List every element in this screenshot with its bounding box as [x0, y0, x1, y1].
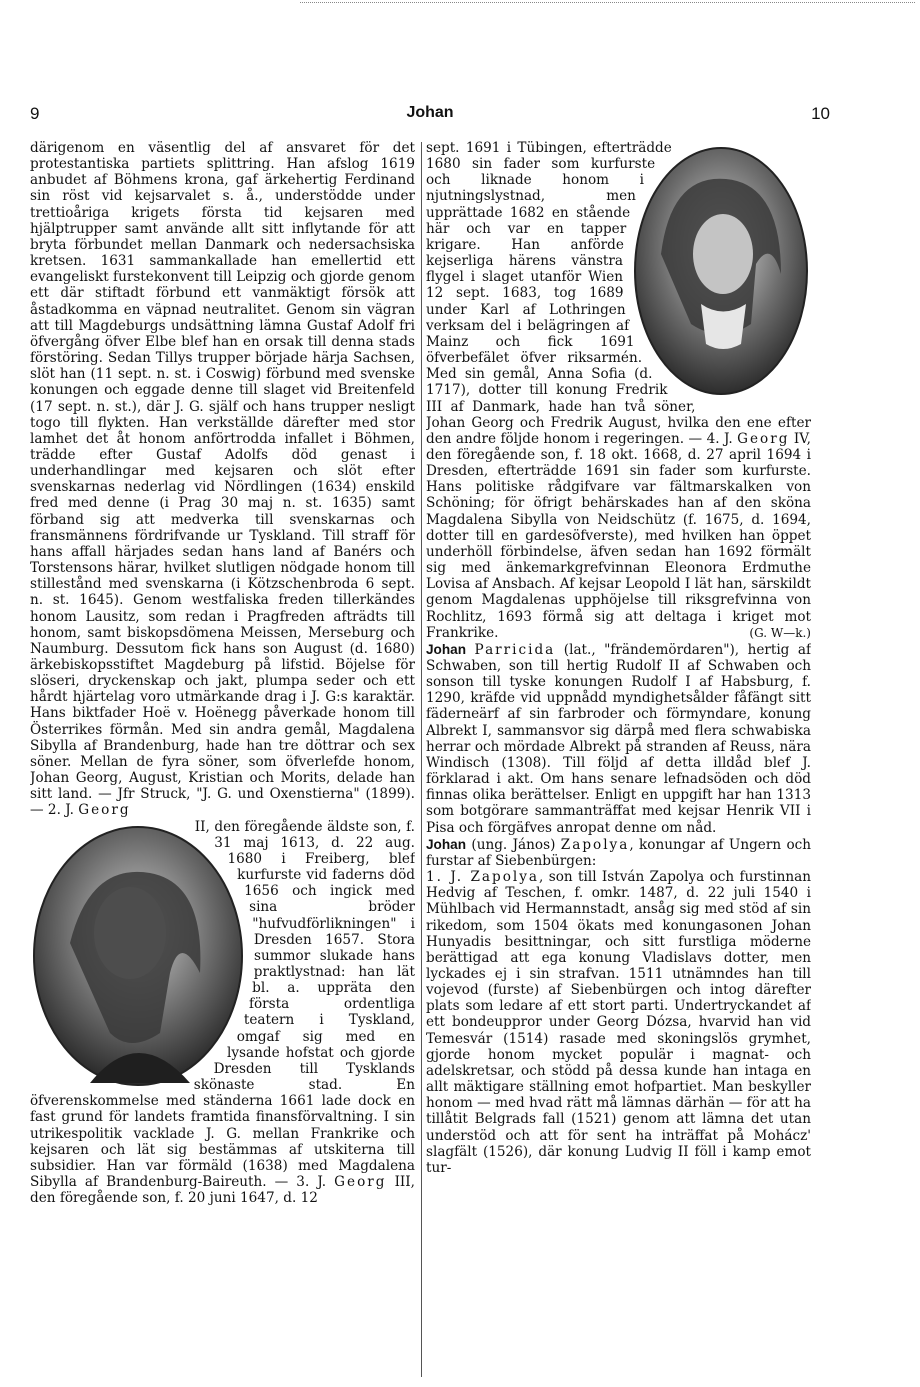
left-page-number: 9: [30, 104, 40, 123]
portrait-johan-georg-ii: [30, 823, 246, 1089]
right-column: [426, 140, 811, 1380]
entry-text: (lat., "frändemördaren"), hertig af Schwaben, son till hertig Rudolf II af Schwaben och sonson till tyske konungen Rudolf I af Habsburg, f. 1290, kräfde vid uppnådd myndighetsålder fåfängt sitt fäderneärf af sin farbroder och förmyndare, konung Albrekt I, sammansvor sig därpå med flera schwabiska herrar och mördade Albrekt på stranden af Reuss, nära Windisch (1308). Till följd af detta illdåd blef J. förklarad i akt. Om hans senare lefnadsöden och död finnas olika berättelser. Enligt en uppgift har han 1313 som botgörare sammanträffat med kejsar Henrik VII i Pisa och förgäfves anropat denne om nåd.: [426, 641, 811, 836]
top-edge-rule: [300, 2, 915, 3]
entry-head-word: Johan: [426, 836, 467, 852]
spaced-name: 1. J. Zapolya: [426, 869, 540, 886]
left-column-text: [30, 140, 415, 819]
column-divider: [421, 142, 422, 1377]
entry-johan-zapolya-sub-1: [426, 869, 811, 1176]
entry-johan-zapolya: [426, 837, 811, 869]
spaced-name: Georg: [78, 802, 131, 819]
portrait-oval-image: [30, 823, 246, 1089]
portrait-johan-georg-iii: [631, 144, 811, 398]
spaced-name: Georg: [334, 1174, 387, 1190]
entry-text: , son till István Zapolya och furstinnan Hedvig af Teschen, f. omkr. 1487, d. 22 juli 1540 i Mühlbach vid Hermannstadt, ansåg sig med stöd af sin rikedom, som 1504 ökats med konungasonen Johan Hunyadis besittningar, och sitt furstliga möderne berättigad att ega konung Vladislavs dotter, men lyckades ej i sin strafvan. 1511 utnämndes han till vojevod (furste) af Siebenbürgen och intog därefter plats som ledare af ett stort parti. Undertryckandet af ett bondeuppror under Georg Dózsa, hvarvid han vid Temesvár (1514) rasade med skoningslös grymhet, gjorde honom mycket populär i magnat- och adelskretsar, och stödd på dessa kunde han intaga en allt mäktigare ställning emot hofpartiet. Man beskyller honom — med hvad rätt må lämnas därhän — för att ha tillåtit Belgrads fall (1521) genom att lämna det utan understöd och att för sent ha inträffat på Mohácz' slagfält (1526), där konung Ludvig II föll i kamp emot tur-: [426, 869, 811, 1176]
spaced-name: Georg: [737, 430, 790, 447]
johan-georg-iv-text: IV, den föregående son, f. 18 okt. 1668, d. 27 april 1694 i Dresden, efterträdde 1691 sin fader som kurfurste. Hans politiske rådgifvare var fältmarskalken von Schöning; för öfrigt behärskades han af den sköna Magdalena Sibylla von Neidschütz (f. 1675, d. 1694, dotter till en gardesöfverste), med hvilken han öppet underhöll förbindelse, äfven sedan han 1692 förmält sig med änkemarkgrefvinnan Eleonora Erdmuthe Lovisa af Ansbach. Af kejsar Leopold I lät han, särskildt genom Magdalenas upphöjelse till riksgrefvinna von Rochlitz, 1693 förmå sig att deltaga i kriget mot Frankrike.: [426, 430, 811, 641]
entry-head-word: Johan: [426, 641, 467, 657]
spaced-name: Zapolya: [560, 836, 630, 853]
left-column: [30, 140, 415, 1380]
right-page-number: 10: [811, 104, 830, 123]
running-head: Johan: [406, 104, 454, 121]
johan-georg-iii-text: sept. 1691 i Tübingen, efterträdde 1680 sin fader som kurfurste och liknade honom i njutningslystnad, men upprättade 1682 en stående här och var en tapper krigare. Han anförde kejserliga härens vänstra flygel i slaget utanför Wien 12 sept. 1683, tog 1689 under Karl af Lothringen verksam del i belägringen af Mainz och fick 1691 öfverbefälet öfver riksarmén. Med sin gemål, Anna Sofia (d. 1717), dotter till konung Fredrik III af Danmark, hade han två söner, Johan Georg och Fredrik August, hvilka den ene efter den andre följde honom i regeringen. — 4. J.: [426, 140, 811, 447]
author-signature: (G. W—k.): [749, 625, 811, 640]
entry-text: , konungar af Ungern och furstar af Siebenbürgen:: [426, 836, 811, 869]
entry-hungarian-name: (ung. János): [471, 836, 556, 853]
portrait-oval-image: [631, 144, 811, 398]
johan-georg-i-text: därigenom en väsentlig del af ansvaret för det protestantiska partiets splittring. Han afslog 1619 anbudet af Böhmens krona, gaf ärkehertig Ferdinand sin röst vid kejsarvalet s. å., understödde under trettioåriga krigets första tid kejsaren med hjälptrupper samt använde allt sitt inflytande för att bryta förbundet mellan Danmark och nedersachsiska kretsen. 1631 sammankallade han emellertid ett evangeliskt furstekonvent till Leipzig och gjorde genom ett där stiftadt förbund ett vanmäktigt försök att åstadkomma en väpnad neutralitet. Genom sin vägran att till Magdeburgs undsättning lämna Gustaf Adolf fri öfvergång öfver Elbe blef han en orsak till denna stads förstöring. Sedan Tillys trupper började härja Sachsen, slöt han (11 sept. n. st. i Coswig) förbund med svenske konungen och eggade denne till slaget vid Breitenfeld (17 sept. n. st.), där J. G. själf och hans trupper nesligt togo till flykten. Han verkställde därefter med stor lamhet det åt honom anförtrodda infallet i Böhmen, trädde efter Gustaf Adolfs död genast i underhandlingar med kejsaren och slöt efter svenskarnas nederlag vid Nördlingen (1634) enskild fred med denne (i Prag 30 maj n. st. 1635) samt förband sig att medverka till svenskarnas och fransmännens fördrifvande ur Tyskland. Till straff för hans affall härjades sedan hans land af Banérs och Torstensons härar, hvilket slutligen nödgade honom till stillestånd med svenskarna (i Kötzschenbroda 6 sept. n. st. 1645). Genom westfaliska freden tillerkändes honom Lausitz, som redan i Pragfreden afträdts till honom, samt biskopsdömena Meissen, Merseburg och Naumburg. Dessutom fick hans son August (d. 1680) ärkebiskopsstiftet Magdeburg på lifstid. Böjelse för slöseri, dryckenskap och jakt, plumpa seder och ett hårdt hjärtelag voro utmärkande drag i J. G:s karaktär. Hans biktfader Hoë v. Hoënegg påverkade honom till Österrikes förmån. Med sin andra gemål, Magdalena Sibylla af Brandenburg, hade han tre döttrar och sex söner. Mellan de fyra söner, som öfverlefde honom, Johan Georg, August, Kristian och Morits, delade han sitt land. — Jfr Struck, "J. G. und Oxenstierna" (1899). — 2. J.: [30, 140, 415, 819]
page-header: [30, 104, 830, 128]
johan-georg-ii-text: II, den föregående äldste son, f. 31 maj 1613, d. 22 aug. 1680 i Freiberg, blef kurfurste vid faderns död 1656 och ingick med sina bröder "hufvudförlikningen" i Dresden 1657. Stora summor slukade hans praktlystnad: han lät bl. a. uppräta den första ordentliga teatern i Tyskland, omgaf sig med en lysande hofstat och gjorde Dresden till Tysklands skönaste stad. En öfverenskommelse med ständerna 1661 lade dock en fast grund för landets framtida finansförvaltning. I sin utrikespolitik vacklade J. G. mellan Frankrike och kejsaren och lät sig bestämmas af utskiterna till subsidier. Han var förmäld (1638) med Magdalena Sibylla af Brandenburg-Baireuth. — 3. J.: [30, 818, 415, 1190]
entry-johan-parricida: [426, 642, 811, 836]
johan-georg-iii-text-start: III, den föregående son, f. 20 juni 1647, d. 12: [30, 1174, 415, 1207]
spaced-name: Parricida: [474, 641, 556, 658]
